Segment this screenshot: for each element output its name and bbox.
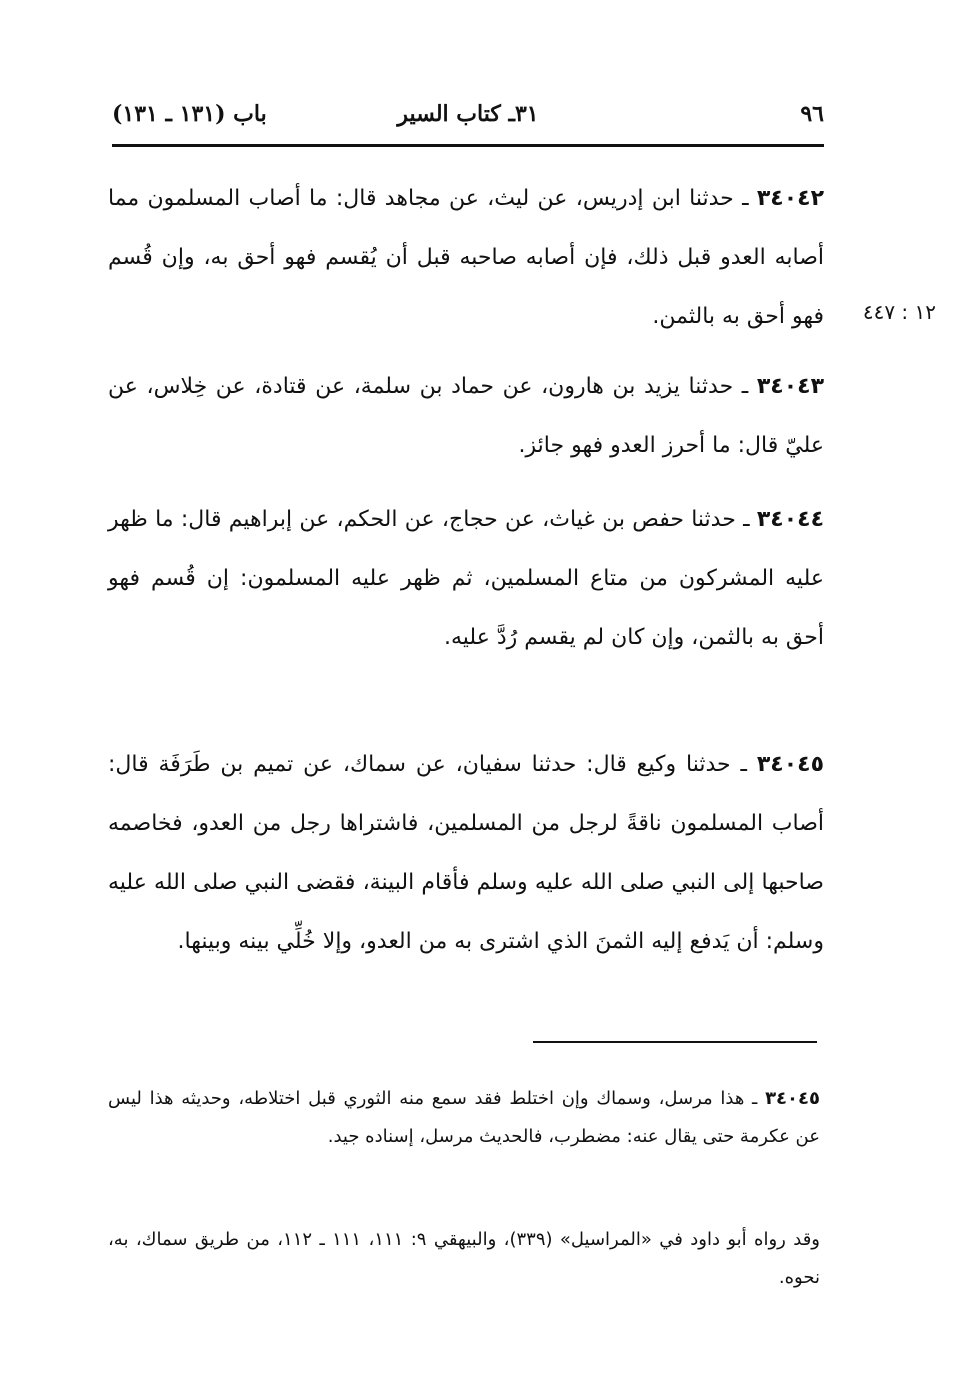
hadith-text: ـ حدثنا حفص بن غياث، عن حجاج، عن الحكم، عن إبراهيم قال: ما ظهر عليه المشركون من متاع المسلمين، ثم ظهر عليه المسلمون: إن قُسم فهو أحق به بالثمن، وإن كان لم يقسم رُدَّ عليه. <box>108 507 824 650</box>
footnote-text: وقد رواه أبو داود في «المراسيل» (٣٣٩)، والبيهقي ٩: ١١١، ١١١ ـ ١١٢، من طريق سماك، به، نحوه. <box>108 1229 820 1288</box>
footnote-separator <box>533 1041 817 1043</box>
page-number: ٩٦ <box>800 101 824 127</box>
hadith-text: ـ حدثنا يزيد بن هارون، عن حماد بن سلمة، عن قتادة، عن خِلاس، عن عليّ قال: ما أحرز العدو فهو جائز. <box>108 374 824 458</box>
hadith-text: ـ حدثنا ابن إدريس، عن ليث، عن مجاهد قال: ما أصاب المسلمون مما أصابه العدو قبل ذلك، فإن أصابه صاحبه قبل أن يُقسم فهو أحق به، وإن قُسم فهو أحق به بالثمن. <box>108 186 824 329</box>
hadith-34045 <box>108 735 824 971</box>
margin-reference: ١٢ : ٤٤٧ <box>862 300 936 324</box>
header-rule <box>112 144 824 147</box>
hadith-number: ٣٤٠٤٥ <box>756 752 824 777</box>
hadith-number: ٣٤٠٤٢ <box>756 186 824 211</box>
footnote <box>108 1221 820 1297</box>
hadith-34044 <box>108 490 824 667</box>
hadith-text: ـ حدثنا وكيع قال: حدثنا سفيان، عن سماك، عن تميم بن طَرَفَة قال: أصاب المسلمون ناقةً لرجل من المسلمين، فاشتراها رجل من العدو، فخاصمه صاحبها إلى النبي صلى الله عليه وسلم فأقام البينة، فقضى النبي صلى الله عليه وسلم: أن يَدفع إليه الثمنَ الذي اشترى به من العدو، وإلا خُلِّي بينه وبينها. <box>108 752 824 954</box>
chapter-range: باب (١٣١ ـ ١٣١) <box>112 101 267 127</box>
hadith-number: ٣٤٠٤٤ <box>756 507 824 532</box>
book-title: ٣١ـ كتاب السير <box>397 101 539 127</box>
hadith-34042 <box>108 169 824 346</box>
hadith-number: ٣٤٠٤٣ <box>756 374 824 399</box>
footnote-text: ـ هذا مرسل، وسماك وإن اختلط فقد سمع منه الثوري قبل اختلاطه، وحديثه هذا ليس عن عكرمة حتى يقال عنه: مضطرب، فالحديث مرسل، إسناده جيد. <box>108 1088 820 1147</box>
hadith-34043 <box>108 357 824 475</box>
footnote-number: ٣٤٠٤٥ <box>765 1088 820 1109</box>
running-header <box>112 92 824 136</box>
footnote <box>108 1080 820 1156</box>
